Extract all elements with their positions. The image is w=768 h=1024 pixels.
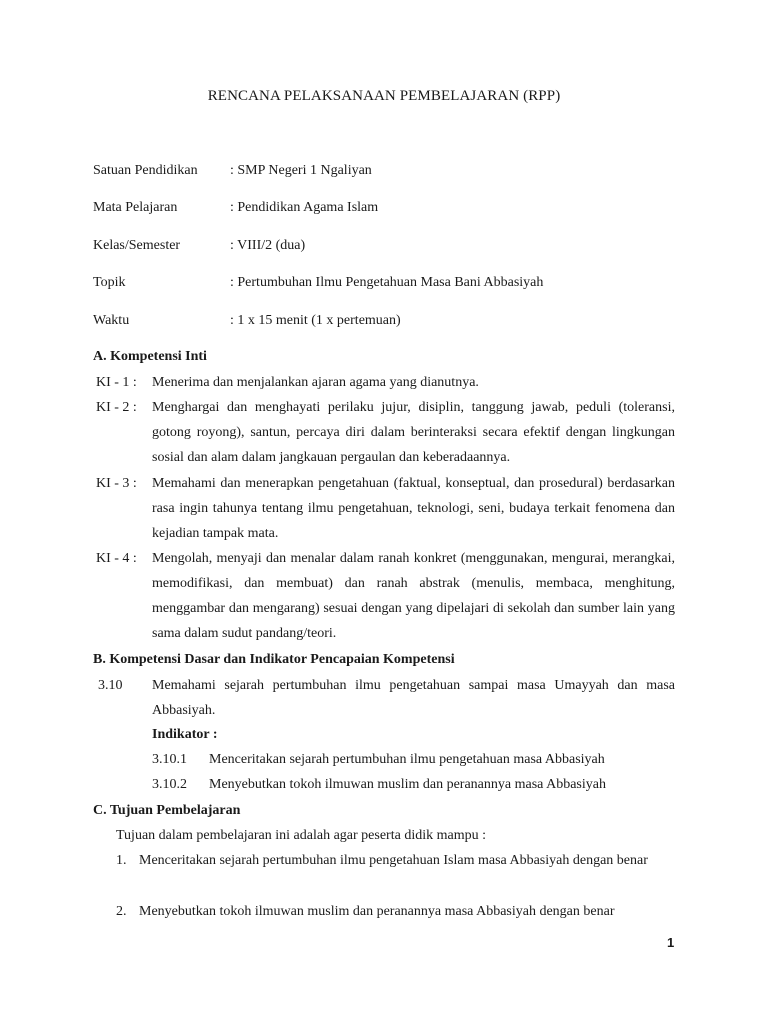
indikator-code: 3.10.2 — [152, 777, 187, 792]
identity-value-kelas: : VIII/2 (dua) — [230, 238, 306, 253]
identity-value-mapel: : Pendidikan Agama Islam — [230, 200, 379, 215]
indikator-code: 3.10.1 — [152, 752, 187, 767]
ki-code: KI - 1 : — [96, 375, 137, 390]
indikator-text: Menyebutkan tokoh ilmuwan muslim dan peranannya masa Abbasiyah — [209, 777, 606, 792]
identity-label-waktu: Waktu — [93, 313, 130, 328]
page-number: 1 — [667, 935, 675, 950]
kd-code: 3.10 — [98, 678, 123, 693]
identity-label-kelas: Kelas/Semester — [93, 238, 181, 253]
document-title: RENCANA PELAKSANAAN PEMBELAJARAN (RPP) — [207, 88, 561, 104]
identity-label-topik: Topik — [93, 275, 126, 290]
tujuan-number: 2. — [116, 904, 127, 919]
kd-text: Memahami sejarah pertumbuhan ilmu pengetahuan sampai masa Umayyah dan masa Abbasiyah. — [152, 678, 675, 718]
identity-value-topik: : Pertumbuhan Ilmu Pengetahuan Masa Bani Abbasiyah — [230, 275, 544, 290]
section-c-heading: C. Tujuan Pembelajaran — [93, 803, 241, 818]
indikator-label: Indikator : — [152, 727, 218, 742]
identity-label-satuan: Satuan Pendidikan — [93, 163, 198, 178]
tujuan-text: Menceritakan sejarah pertumbuhan ilmu pengetahuan Islam masa Abbasiyah dengan benar — [139, 853, 648, 868]
section-b-heading: B. Kompetensi Dasar dan Indikator Pencapaian Kompetensi — [93, 652, 455, 667]
ki-text: Memahami dan menerapkan pengetahuan (faktual, konseptual, dan prosedural) berdasarkan rasa ingin tahunya tentang ilmu pengetahuan, teknologi, seni, budaya terkait fenomena dan kejadian tampak mata. — [152, 476, 675, 541]
section-c-intro: Tujuan dalam pembelajaran ini adalah agar peserta didik mampu : — [116, 828, 486, 843]
tujuan-text: Menyebutkan tokoh ilmuwan muslim dan peranannya masa Abbasiyah dengan benar — [139, 904, 615, 919]
tujuan-number: 1. — [116, 853, 127, 868]
identity-value-waktu: : 1 x 15 menit (1 x pertemuan) — [230, 313, 401, 328]
ki-text: Menghargai dan menghayati perilaku jujur, disiplin, tanggung jawab, peduli (toleransi, gotong royong), santun, percaya diri dalam berinteraksi secara efektif dengan lingkungan sosial dan alam dalam jangkauan pergaulan dan keberadaannya. — [152, 400, 675, 465]
indikator-text: Menceritakan sejarah pertumbuhan ilmu pengetahuan masa Abbasiyah — [209, 752, 605, 767]
ki-code: KI - 2 : — [96, 400, 137, 415]
ki-text: Mengolah, menyaji dan menalar dalam ranah konkret (menggunakan, mengurai, merangkai, memodifikasi, dan membuat) dan ranah abstrak (menulis, membaca, menghitung, menggambar dan mengarang) sesuai dengan yang dipelajari di sekolah dan sumber lain yang sama dalam sudut pandang/teori. — [152, 551, 675, 641]
ki-code: KI - 4 : — [96, 551, 137, 566]
ki-text: Menerima dan menjalankan ajaran agama yang dianutnya. — [152, 375, 479, 390]
section-a-heading: A. Kompetensi Inti — [93, 349, 207, 364]
identity-label-mapel: Mata Pelajaran — [93, 200, 178, 215]
identity-value-satuan: : SMP Negeri 1 Ngaliyan — [230, 163, 372, 178]
ki-code: KI - 3 : — [96, 476, 137, 491]
